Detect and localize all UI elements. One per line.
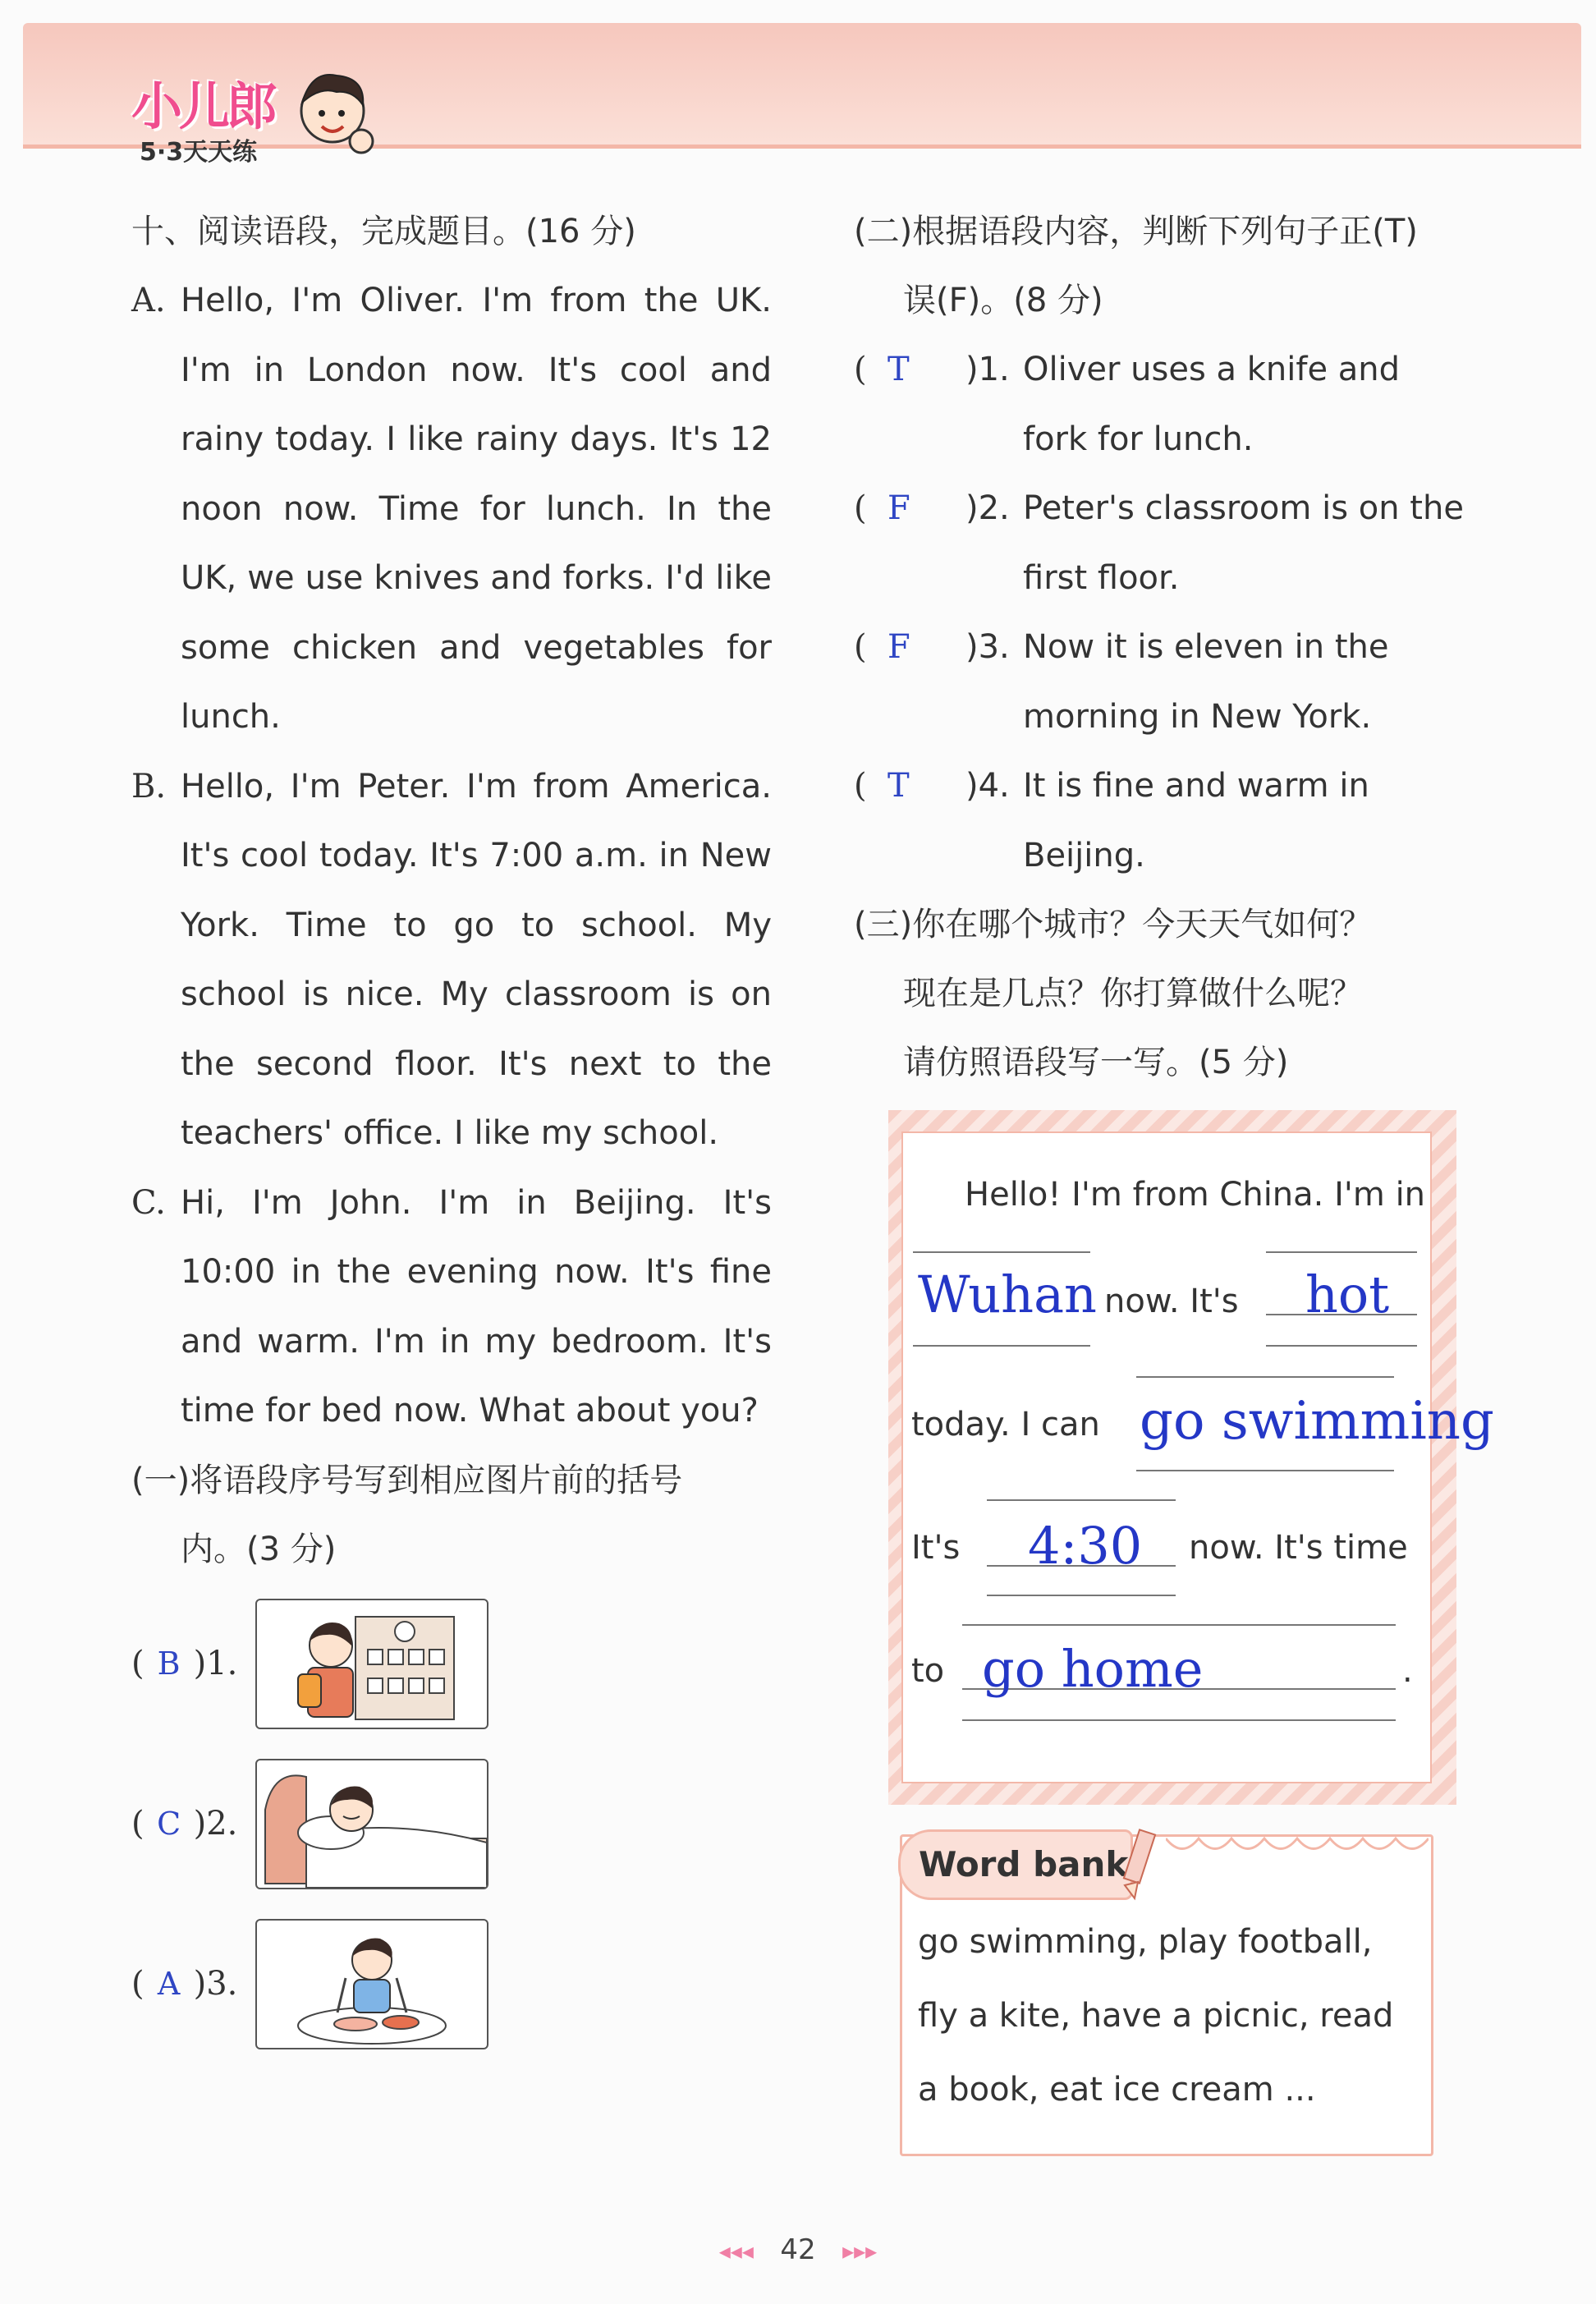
page-number: 42 bbox=[780, 2233, 816, 2266]
writing-now-time: now. It's time bbox=[1189, 1529, 1408, 1567]
right-column bbox=[854, 197, 1486, 1097]
part3-title bbox=[854, 890, 1486, 1097]
word-bank-line2: fly a kite, have a picnic, read bbox=[918, 1997, 1394, 2035]
part3-title-line2: 现在是几点？你打算做什么呢？ bbox=[903, 975, 1363, 1012]
question-number: )4. bbox=[965, 767, 1010, 805]
weather-answer[interactable]: hot bbox=[1305, 1264, 1390, 1324]
judge-text-line1: Now it is eleven in the bbox=[1023, 628, 1389, 666]
time-answer[interactable]: 4:30 bbox=[1028, 1516, 1143, 1576]
judge-question-2: ( F )2. Peter's classroom is on the first floor. bbox=[854, 474, 1486, 613]
passage-label: A. bbox=[131, 282, 166, 319]
judge-answer[interactable]: F bbox=[887, 489, 910, 527]
writing-now-its: now. It's bbox=[1104, 1283, 1239, 1320]
part1-title bbox=[131, 1446, 772, 1584]
part3-title-line3: 请仿照语段写一写。(5 分) bbox=[903, 1044, 1289, 1081]
part1-title-line1: (一)将语段序号写到相应图片前的括号 bbox=[131, 1461, 683, 1499]
part1-title-line2: 内。(3 分) bbox=[181, 1530, 337, 1568]
section-title: 十、阅读语段，完成题目。(16 分) bbox=[131, 213, 636, 250]
question-number: )1. bbox=[965, 351, 1010, 388]
brand-logo: 小儿郎 bbox=[131, 76, 275, 136]
judge-answer[interactable]: T bbox=[887, 351, 910, 388]
judge-text-line2: Beijing. bbox=[1023, 836, 1145, 874]
judge-question-3: ( F )3. Now it is eleven in the morning in New York. bbox=[854, 613, 1486, 751]
question-number: )3. bbox=[965, 628, 1010, 666]
word-bank-line3: a book, eat ice cream ... bbox=[918, 2071, 1316, 2109]
passage-label: C. bbox=[131, 1183, 166, 1222]
question-number: )2. bbox=[965, 489, 1010, 527]
part2-title bbox=[854, 197, 1486, 335]
passage-b bbox=[131, 752, 772, 1168]
question-number: )1. bbox=[193, 1645, 238, 1682]
left-column bbox=[131, 197, 772, 2064]
word-bank-title: Word bank bbox=[898, 1829, 1133, 1900]
passage-label: B. bbox=[131, 767, 167, 805]
writing-to: to bbox=[911, 1652, 945, 1690]
city-answer[interactable]: Wuhan bbox=[918, 1264, 1097, 1324]
part3-title-line1: (三)你在哪个城市？今天天气如何？ bbox=[854, 906, 1373, 943]
judge-text-line2: morning in New York. bbox=[1023, 697, 1372, 736]
question-number: )2. bbox=[193, 1805, 238, 1843]
page-number-footer bbox=[0, 2233, 1596, 2266]
judge-question-1: ( T )1. Oliver uses a knife and fork for lunch. bbox=[854, 335, 1486, 474]
writing-intro: Hello! I'm from China. I'm in bbox=[965, 1176, 1426, 1214]
judge-text-line1: Oliver uses a knife and bbox=[1023, 351, 1401, 388]
school-picture bbox=[255, 1599, 488, 1729]
judge-question-4: ( T )4. It is fine and warm in Beijing. bbox=[854, 751, 1486, 890]
picture-question-1: ( B )1. bbox=[131, 1584, 772, 1744]
judge-answer[interactable]: F bbox=[887, 628, 910, 666]
passage-a bbox=[131, 266, 772, 752]
picture-question-2: ( C )2. bbox=[131, 1744, 772, 1904]
judge-text-line1: It is fine and warm in bbox=[1023, 767, 1369, 805]
writing-its: It's bbox=[911, 1529, 961, 1567]
part2-title-line2: 误(F)。(8 分) bbox=[903, 282, 1103, 319]
activity-answer[interactable]: go swimming bbox=[1140, 1391, 1494, 1452]
bedroom-picture bbox=[255, 1759, 488, 1889]
next-arrows-icon: ▸▸▸ bbox=[842, 2237, 878, 2265]
brand-subtitle: 5·3天天练 bbox=[140, 138, 258, 167]
mascot-boy-icon bbox=[287, 66, 378, 164]
boy-eating-lunch-icon bbox=[257, 1921, 487, 2048]
writing-period: . bbox=[1402, 1652, 1413, 1690]
judge-text-line2: fork for lunch. bbox=[1023, 420, 1254, 458]
answer-field[interactable]: C bbox=[157, 1806, 181, 1842]
answer-field[interactable]: A bbox=[157, 1966, 181, 2002]
wavy-border-icon bbox=[1166, 1834, 1429, 1859]
part2-title-line1: (二)根据语段内容，判断下列句子正(T) bbox=[854, 213, 1418, 250]
passage-c bbox=[131, 1168, 772, 1446]
judge-text-line2: first floor. bbox=[1023, 558, 1180, 597]
lunch-picture bbox=[255, 1919, 488, 2049]
passage-text: Hello, I'm Oliver. I'm from the UK. I'm in London now. It's cool and rainy today. I like rainy days. It's 12 noon now. Time for lunch. In the UK, we use knives and forks. I'd like some chicken and vegetables for lunch. bbox=[181, 282, 772, 736]
judge-answer[interactable]: T bbox=[887, 767, 910, 805]
writing-today-can: today. I can bbox=[911, 1406, 1100, 1443]
answer-field[interactable]: B bbox=[157, 1645, 181, 1682]
plan-answer[interactable]: go home bbox=[982, 1639, 1204, 1699]
pencil-icon bbox=[1117, 1828, 1166, 1902]
judge-text-line1: Peter's classroom is on the bbox=[1023, 489, 1464, 527]
question-number: )3. bbox=[193, 1965, 238, 2003]
picture-question-3: ( A )3. bbox=[131, 1904, 772, 2064]
word-bank-line1: go swimming, play football, bbox=[918, 1923, 1373, 1961]
passage-text: Hello, I'm Peter. I'm from America. It's cool today. It's 7:00 a.m. in New York. Time to go to school. My school is nice. My classroom is on the second floor. It's next to the teachers' office. I like my school. bbox=[181, 767, 772, 1152]
passage-text: Hi, I'm John. I'm in Beijing. It's 10:00 in the evening now. It's fine and warm. I'm in my bedroom. It's time for bed now. What about you? bbox=[181, 1183, 772, 1430]
prev-arrows-icon: ◂◂◂ bbox=[718, 2237, 754, 2265]
boy-going-to-school-icon bbox=[257, 1600, 487, 1728]
boy-in-bed-icon bbox=[257, 1760, 487, 1888]
